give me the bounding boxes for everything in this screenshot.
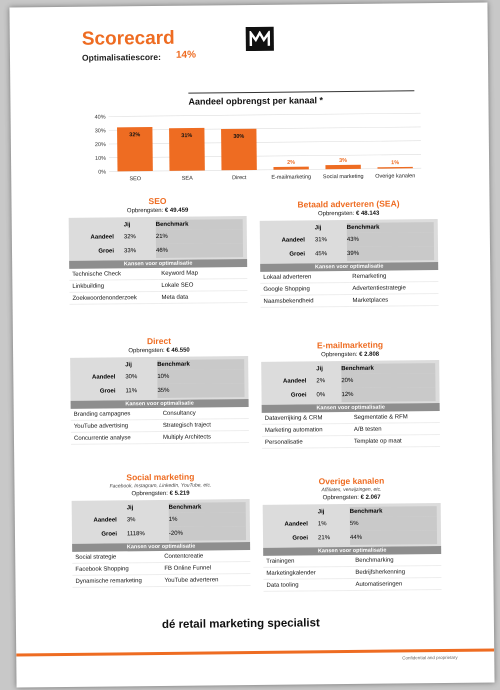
share-you: 32% (123, 234, 136, 241)
opportunity-item: Google Shopping (260, 283, 349, 296)
opportunity-item: Template op maat (351, 435, 440, 448)
growth-you: 33% (123, 248, 137, 255)
opportunities-list (71, 407, 249, 445)
card-revenue (69, 207, 247, 215)
revenue-value: € 2.067 (360, 494, 381, 501)
y-tick-label: 40% (94, 114, 106, 121)
bar-value-label: 1% (391, 160, 400, 167)
growth-bench: 39% (347, 246, 434, 261)
revenue-share-chart (70, 103, 431, 197)
growth-you: 21% (317, 535, 331, 542)
col-bench-header: Benchmark (157, 359, 244, 370)
y-tick-label: 30% (94, 128, 106, 135)
gridline (109, 127, 421, 130)
row-growth-label: Groei (292, 535, 309, 542)
card-subtitle: Facebook, Instagram, LinkedIn, YouTube, etc. (109, 482, 212, 490)
growth-bench: 35% (157, 383, 244, 398)
opportunity-item: Linkbuilding (69, 280, 158, 293)
bar-value-label: 3% (339, 157, 348, 164)
opportunity-item: YouTube advertising (71, 420, 160, 433)
share-you: 1% (317, 521, 327, 528)
card-title: Social marketing (126, 471, 195, 483)
bar-value-label: 31% (181, 132, 193, 140)
revenue-label: Opbrengsten: (321, 351, 358, 359)
opportunities-header: Kansen voor optimalisatie (260, 262, 438, 272)
card-revenue (72, 490, 250, 498)
y-tick-label: 20% (94, 142, 106, 149)
bar-social-marketing (325, 165, 360, 169)
opportunities-header: Kansen voor optimalisatie (71, 399, 249, 409)
revenue-value: € 48.143 (355, 210, 380, 217)
revenue-value: € 2.808 (359, 351, 380, 358)
col-bench-header: Benchmark (169, 502, 246, 513)
card-revenue (260, 210, 438, 218)
col-bench-header: Benchmark (347, 222, 434, 233)
bar-value-label: 30% (233, 133, 245, 140)
share-bench: 21% (156, 229, 243, 244)
opportunity-item: Facebook Shopping (72, 563, 161, 576)
opportunity-item: Remarketing (349, 270, 438, 283)
opportunity-item: FB Online Funnel (161, 562, 250, 575)
share-bench: 5% (350, 516, 437, 531)
row-share-label: Aandeel (283, 378, 307, 385)
growth-you: 45% (315, 251, 328, 258)
scorecard-page (9, 3, 494, 688)
share-you: 30% (125, 374, 138, 381)
share-bench: 43% (347, 232, 434, 247)
opportunity-item: Lokale SEO (158, 279, 247, 292)
card-title: E-mailmarketing (316, 339, 384, 351)
opportunity-item: Keyword Map (158, 267, 247, 280)
revenue-label: Opbrengsten: (131, 490, 168, 498)
gridline (109, 168, 421, 171)
score-label: Optimalisatiescore: (81, 51, 161, 63)
growth-you: 0% (316, 392, 326, 399)
opportunity-item: Bedrijfsherkenning (352, 566, 441, 579)
revenue-value: € 49.459 (164, 207, 189, 214)
card-title: Direct (146, 335, 172, 347)
row-share-label: Aandeel (281, 237, 305, 244)
metrics-table (260, 219, 438, 264)
card-title: SEO (148, 195, 167, 207)
col-you-header: Jij (126, 505, 134, 512)
opportunity-item: Segmentatie & RFM (351, 411, 440, 424)
bar-value-label: 2% (287, 159, 296, 166)
opportunity-item: Naamsbekendheid (260, 295, 349, 308)
metrics-table (263, 503, 441, 548)
row-growth-label: Groei (289, 251, 306, 258)
opportunity-item: Personalisatie (262, 436, 351, 449)
channel-card (262, 475, 441, 592)
opportunities-list (69, 267, 247, 305)
footer-tagline: dé retail marketing specialist (161, 617, 320, 631)
revenue-value: € 5.219 (169, 490, 190, 497)
col-bench-header: Benchmark (341, 363, 435, 374)
y-tick-label: 0% (98, 169, 107, 176)
col-you-header: Jij (123, 222, 131, 229)
channel-card (71, 471, 250, 588)
opportunities-list (262, 411, 440, 449)
metrics-table (72, 499, 250, 544)
channel-card (261, 339, 440, 449)
opportunities-list (72, 550, 250, 588)
opportunity-item: Data tooling (263, 579, 352, 592)
opportunity-item: Advertentiestrategie (349, 282, 438, 295)
growth-bench: 46% (156, 243, 243, 258)
bar-value-label: 32% (129, 132, 141, 139)
x-tick-label: Direct (232, 175, 247, 182)
channel-card (68, 195, 247, 305)
row-share-label: Aandeel (93, 517, 117, 524)
confidential-note: Confidential and proprietary (402, 654, 458, 661)
revenue-label: Opbrengsten: (126, 207, 164, 215)
chart-divider (188, 90, 414, 93)
channel-card (70, 335, 249, 445)
opportunity-item: Meta data (158, 291, 247, 304)
card-subtitle: Affiliates, verwijzingen, etc. (321, 486, 382, 494)
x-tick-label: SEA (181, 175, 193, 182)
share-you: 31% (314, 237, 327, 244)
opportunities-list (260, 270, 438, 308)
row-growth-label: Groei (290, 392, 307, 399)
bar-e-mailmarketing (273, 167, 308, 170)
col-you-header: Jij (317, 509, 325, 516)
metrics-table (69, 216, 247, 261)
score-value: 14% (175, 49, 197, 61)
opportunity-item: Marketplaces (349, 294, 438, 307)
opportunity-item: Social strategie (72, 551, 161, 564)
x-tick-label: Overige kanalen (375, 173, 416, 180)
growth-bench: -20% (169, 526, 246, 541)
opportunity-item: A/B testen (351, 423, 440, 436)
revenue-label: Opbrengsten: (128, 347, 165, 355)
gridline (109, 113, 421, 116)
revenue-value: € 46.550 (166, 347, 190, 354)
growth-bench: 44% (350, 530, 437, 545)
opportunities-header: Kansen voor optimalisatie (72, 542, 250, 552)
revenue-label: Opbrengsten: (317, 210, 355, 218)
row-growth-label: Groei (98, 248, 115, 255)
opportunities-header: Kansen voor optimalisatie (69, 259, 247, 269)
row-share-label: Aandeel (284, 521, 308, 528)
opportunity-item: Consultancy (160, 407, 249, 420)
col-you-header: Jij (316, 366, 323, 373)
metrics-table (70, 356, 248, 401)
col-bench-header: Benchmark (350, 506, 437, 517)
x-tick-label: SEO (129, 176, 142, 183)
opportunities-list (263, 554, 441, 592)
metrics-table (261, 360, 439, 405)
share-you: 2% (316, 378, 326, 385)
growth-bench: 12% (341, 387, 435, 402)
growth-you: 1118% (126, 531, 145, 538)
chart-title: Aandeel opbrengst per kanaal * (188, 95, 324, 107)
row-share-label: Aandeel (90, 234, 114, 241)
col-you-header: Jij (125, 362, 132, 369)
card-title: Betaald adverteren (SEA) (297, 198, 400, 210)
opportunities-header: Kansen voor optimalisatie (263, 546, 441, 556)
card-revenue (261, 351, 439, 359)
opportunity-item: Concurrentie analyse (71, 432, 160, 445)
opportunity-item: Multiply Architects (160, 431, 249, 444)
opportunity-item: YouTube adverteren (161, 574, 250, 587)
channel-card (259, 198, 438, 308)
opportunity-item: Branding campagnes (71, 408, 160, 421)
share-bench: 1% (169, 512, 246, 527)
opportunity-item: Dynamische remarketing (72, 575, 161, 588)
x-tick-label: E-mailmarketing (271, 174, 312, 181)
opportunity-item: Benchmarking (352, 554, 441, 567)
growth-you: 11% (125, 388, 138, 395)
row-growth-label: Groei (99, 388, 116, 395)
col-you-header: Jij (314, 225, 322, 232)
opportunity-item: Technische Check (69, 268, 158, 281)
opportunities-header: Kansen voor optimalisatie (262, 403, 440, 413)
card-revenue (70, 347, 248, 355)
col-bench-header: Benchmark (156, 219, 243, 230)
revenue-label: Opbrengsten: (322, 494, 359, 502)
opportunity-item: Marketingkalender (263, 567, 352, 580)
card-revenue (263, 494, 441, 502)
opportunity-item: Zoekwoordenonderzoek (69, 292, 158, 305)
row-share-label: Aandeel (91, 374, 116, 381)
opportunity-item: Lokaal adverteren (260, 271, 349, 284)
gridline (109, 154, 421, 157)
opportunity-item: Automatiseringen (352, 578, 441, 591)
opportunity-item: Contentcreatie (161, 550, 250, 563)
opportunity-item: Marketing automation (262, 424, 351, 437)
card-title: Overige kanalen (318, 475, 385, 487)
opportunity-item: Strategisch traject (160, 419, 249, 432)
x-tick-label: Social marketing (322, 173, 364, 181)
opportunity-item: Dataverrijking & CRM (262, 412, 351, 425)
row-growth-label: Groei (101, 531, 118, 538)
share-bench: 20% (341, 373, 435, 388)
opportunity-item: Trainingen (263, 555, 352, 568)
share-bench: 10% (157, 369, 244, 384)
multiply-logo-icon (246, 27, 274, 51)
share-you: 3% (126, 517, 136, 524)
page-title: Scorecard (81, 27, 175, 50)
y-tick-label: 10% (94, 155, 107, 162)
gridline (109, 141, 421, 144)
